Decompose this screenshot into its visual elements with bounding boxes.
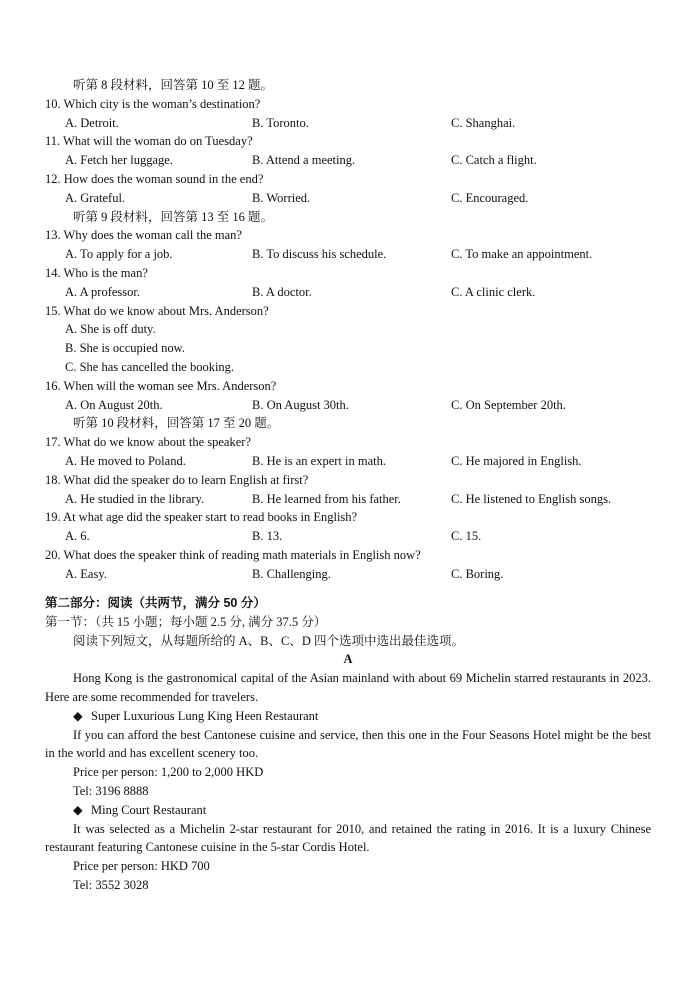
section-9-intro: 听第 9 段材料，回答第 13 至 16 题。 — [73, 209, 274, 224]
question-10-stem: 10. Which city is the woman’s destination? — [45, 96, 261, 111]
restaurant-1-tel: Tel: 3196 8888 — [73, 783, 149, 798]
option-b: B. On August 30th. — [252, 397, 349, 412]
option-b: B. She is occupied now. — [65, 341, 186, 356]
option-a: A. To apply for a job. — [65, 247, 173, 262]
restaurant-2-price: Price per person: HKD 700 — [73, 859, 210, 874]
option-c: C. Shanghai. — [451, 115, 516, 130]
section-one-title: 第一节：（共 15 小题；每小题 2.5 分, 满分 37.5 分） — [45, 614, 327, 629]
question-18-stem: 18. What did the speaker do to learn English at first? — [45, 472, 309, 487]
restaurant-2-name: Ming Court Restaurant — [91, 802, 207, 817]
question-12-stem: 12. How does the woman sound in the end? — [45, 171, 264, 186]
option-c: C. On September 20th. — [451, 397, 566, 412]
option-a: A. Detroit. — [65, 115, 119, 130]
option-a: A. A professor. — [65, 284, 140, 299]
option-b: B. Attend a meeting. — [252, 153, 356, 168]
question-14-options — [45, 283, 651, 302]
question-15-stem: 15. What do we know about Mrs. Anderson? — [45, 303, 269, 318]
restaurant-2-heading — [45, 801, 651, 820]
option-c: C. He listened to English songs. — [451, 491, 612, 506]
question-17-options — [45, 452, 651, 471]
option-c: C. To make an appointment. — [451, 247, 593, 262]
passage-label: A — [343, 652, 353, 667]
option-c: C. A clinic clerk. — [451, 284, 536, 299]
option-b: B. A doctor. — [252, 284, 312, 299]
diamond-bullet-icon: ◆ — [73, 708, 83, 723]
question-16-stem: 16. When will the woman see Mrs. Anderson? — [45, 378, 277, 393]
option-c: C. Encouraged. — [451, 190, 529, 205]
option-a: A. He moved to Poland. — [65, 453, 186, 468]
option-b: B. 13. — [252, 529, 283, 544]
question-18-options — [45, 490, 651, 509]
listening-section — [45, 76, 651, 584]
option-c: C. Catch a flight. — [451, 153, 537, 168]
section-10-intro: 听第 10 段材料，回答第 17 至 20 题。 — [73, 416, 280, 431]
question-14-stem: 14. Who is the man? — [45, 265, 148, 280]
diamond-bullet-icon: ◆ — [73, 802, 83, 817]
option-c: C. 15. — [451, 529, 482, 544]
option-b: B. He learned from his father. — [252, 491, 401, 506]
question-17-stem: 17. What do we know about the speaker? — [45, 435, 251, 450]
option-c: C. He majored in English. — [451, 453, 582, 468]
option-a: A. She is off duty. — [65, 322, 156, 337]
question-12-options — [45, 189, 651, 208]
option-c: C. Boring. — [451, 566, 504, 581]
question-11-options — [45, 151, 651, 170]
question-13-stem: 13. Why does the woman call the man? — [45, 228, 242, 243]
option-b: B. Challenging. — [252, 566, 331, 581]
question-19-options — [45, 527, 651, 546]
restaurant-1-heading — [45, 707, 651, 726]
question-20-stem: 20. What does the speaker think of reading math materials in English now? — [45, 547, 421, 562]
reading-instruction: 阅读下列短文，从每题所给的 A、B、C、D 四个选项中选出最佳选项。 — [73, 633, 464, 648]
option-a: A. Fetch her luggage. — [65, 153, 173, 168]
question-10-options — [45, 114, 651, 133]
restaurant-2-description: It was selected as a Michelin 2-star restaurant for 2010, and retained the rating in 2016. It is a luxury Chinese restaurant featuring Cantonese cuisine in the 5-star Cordis Hotel. — [45, 821, 651, 855]
restaurant-1-name: Super Luxurious Lung King Heen Restaurant — [91, 708, 319, 723]
option-a: A. Easy. — [65, 566, 107, 581]
option-a: A. Grateful. — [65, 190, 126, 205]
reading-section — [45, 594, 651, 895]
restaurant-1-price: Price per person: 1,200 to 2,000 HKD — [73, 765, 264, 780]
option-a: A. He studied in the library. — [65, 491, 205, 506]
option-c: C. She has cancelled the booking. — [65, 359, 235, 374]
restaurant-1-description: If you can afford the best Cantonese cuisine and service, then this one in the Four Seasons Hotel might be the best in the world and has excellent scenery too. — [45, 727, 651, 761]
option-b: B. To discuss his schedule. — [252, 247, 387, 262]
question-13-options — [45, 245, 651, 264]
option-b: B. He is an expert in math. — [252, 453, 386, 468]
question-20-options — [45, 565, 651, 584]
question-19-stem: 19. At what age did the speaker start to read books in English? — [45, 510, 358, 525]
option-b: B. Toronto. — [252, 115, 309, 130]
question-16-options — [45, 396, 651, 415]
section-8-intro: 听第 8 段材料，回答第 10 至 12 题。 — [73, 78, 274, 92]
restaurant-2-tel: Tel: 3552 3028 — [73, 877, 149, 892]
part-two-title: 第二部分：阅读（共两节，满分 50 分） — [45, 596, 266, 610]
passage-intro-paragraph: Hong Kong is the gastronomical capital of the Asian mainland with about 69 Michelin starred restaurants in 2023. Here are some recommended for travelers. — [45, 671, 651, 704]
option-b: B. Worried. — [252, 190, 311, 205]
option-a: A. 6. — [65, 529, 90, 544]
question-11-stem: 11. What will the woman do on Tuesday? — [45, 134, 253, 149]
option-a: A. On August 20th. — [65, 397, 163, 412]
